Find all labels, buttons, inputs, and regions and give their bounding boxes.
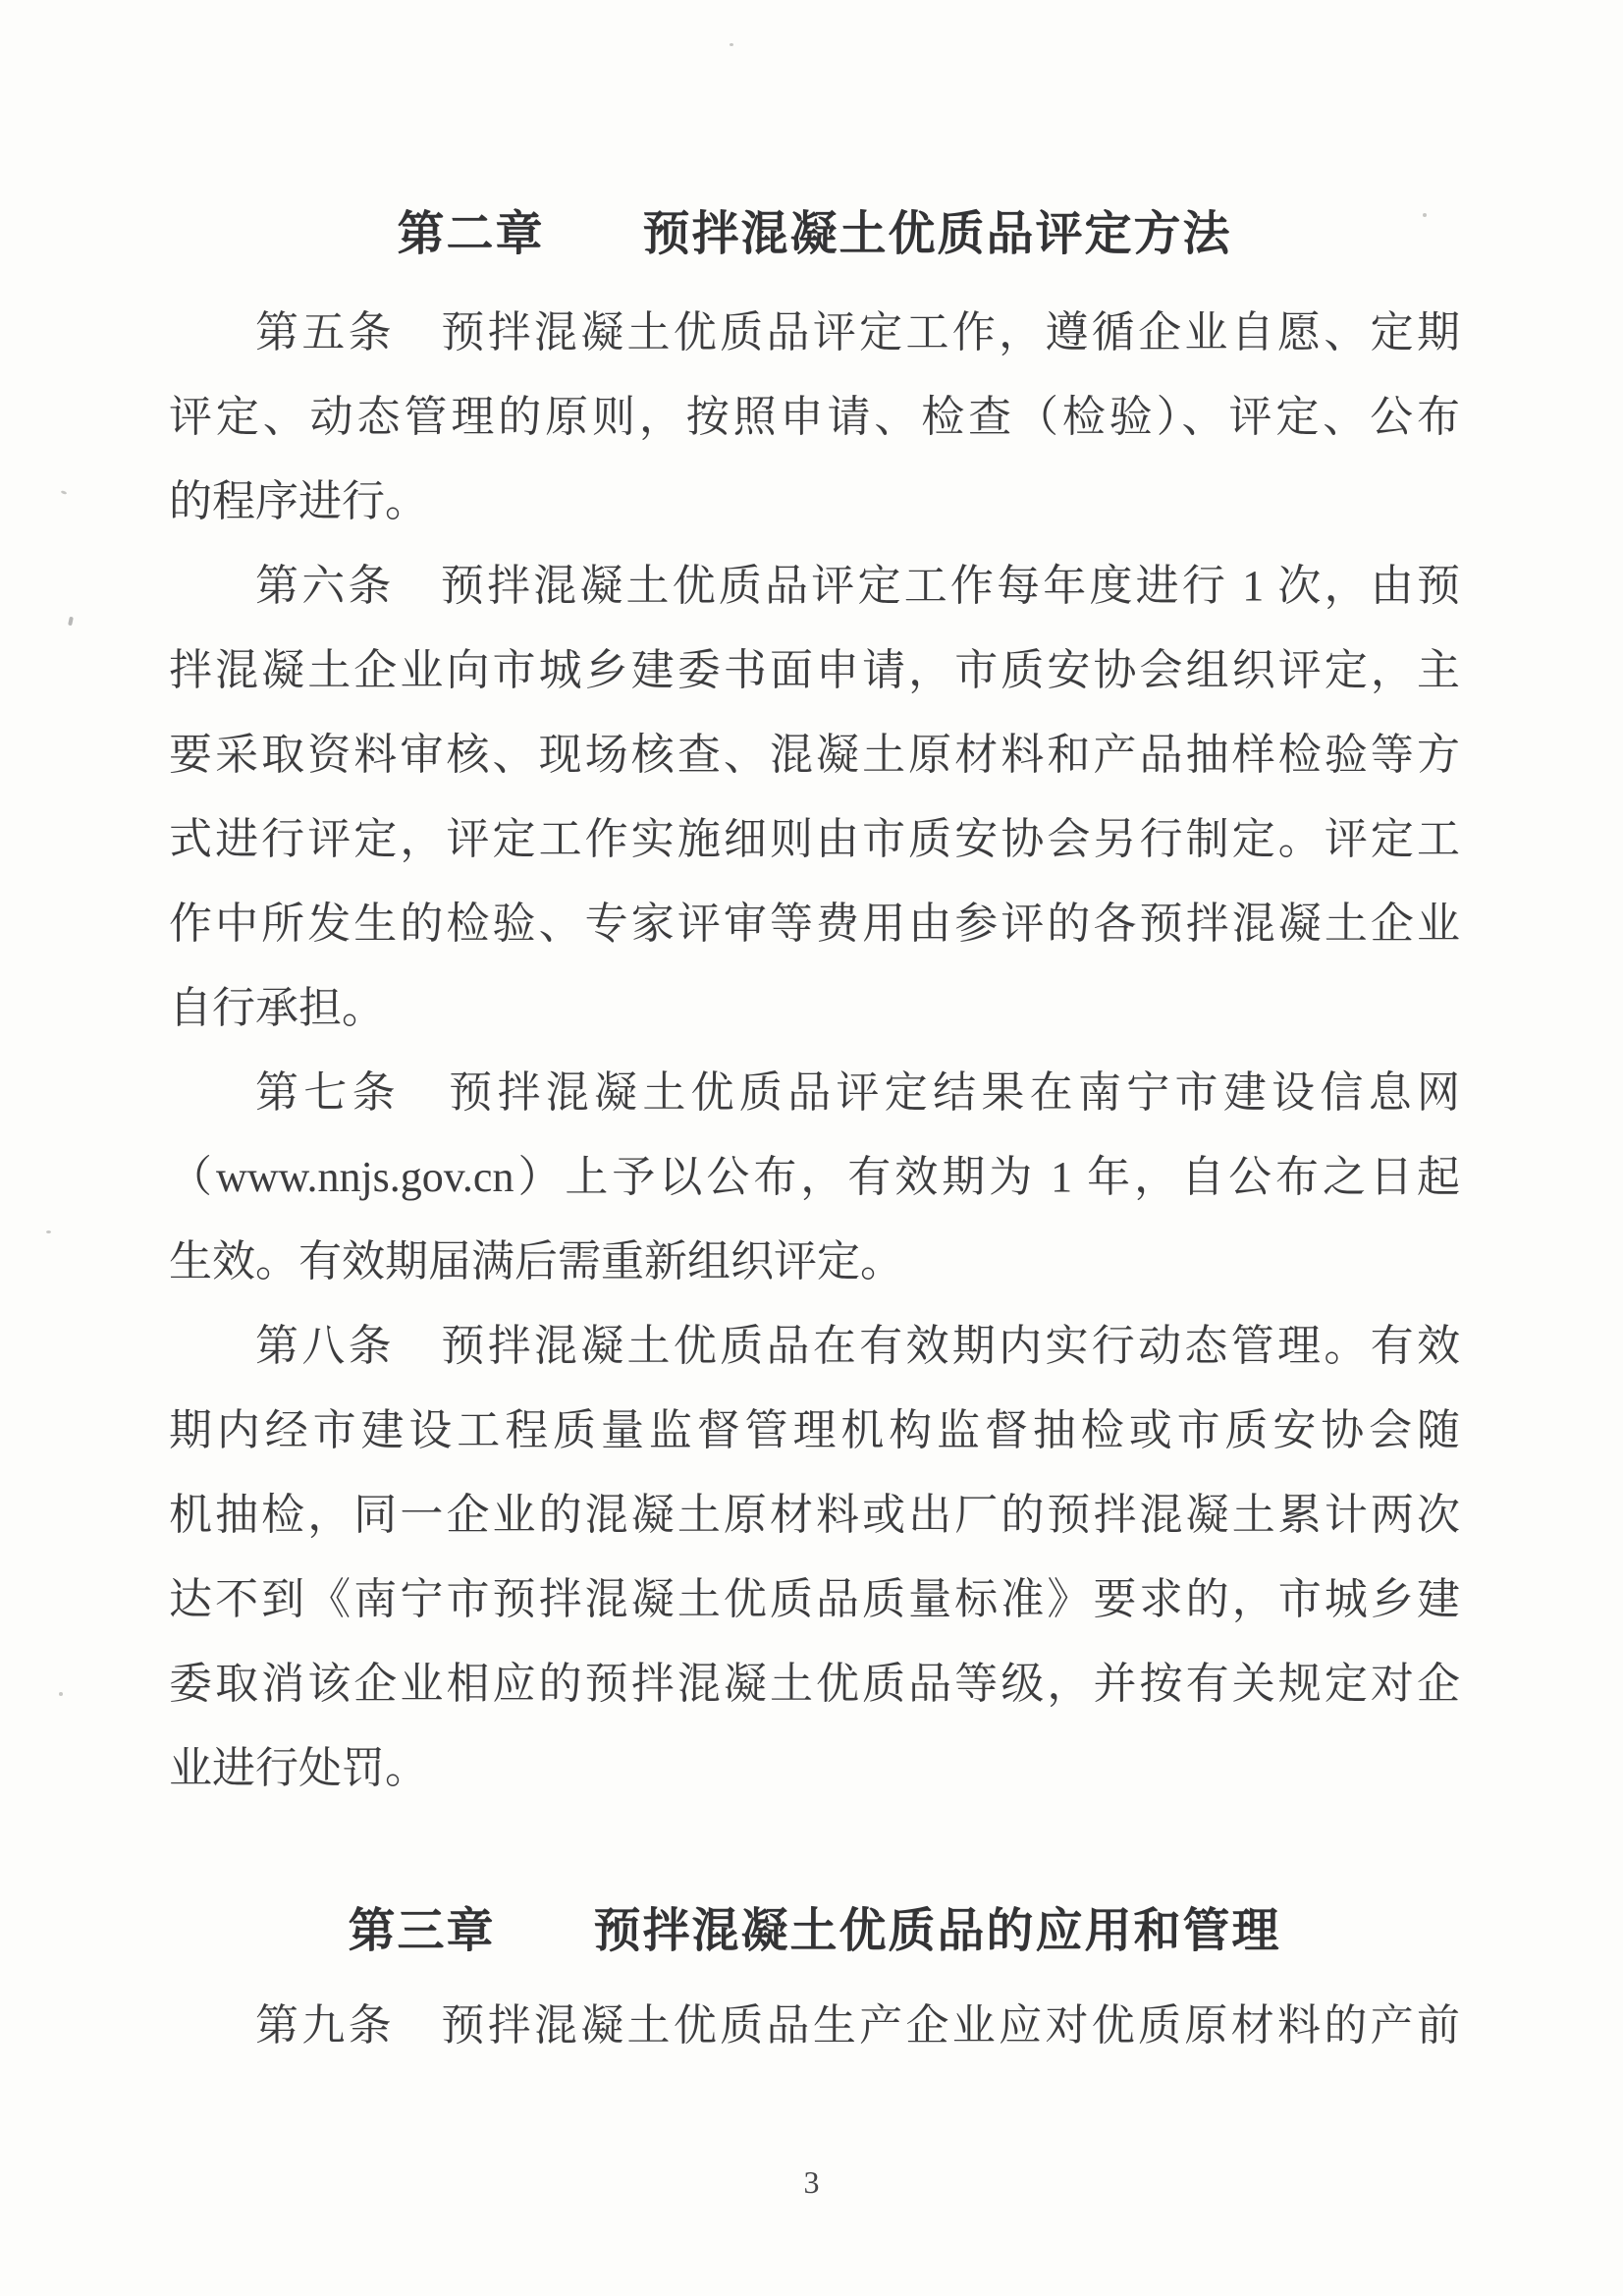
text-line: 第七条 预拌混凝土优质品评定结果在南宁市建设信息网 <box>255 1068 1460 1117</box>
text-line: 第五条 预拌混凝土优质品评定工作，遵循企业自愿、定期 <box>255 308 1460 356</box>
text-line: （www.nnjs.gov.cn）上予以公布，有效期为 1 年，自公布之日起 <box>169 1153 1460 1201</box>
text-line: 生效。有效期届满后需重新组织评定。 <box>169 1237 903 1285</box>
text-line: 评定、动态管理的原则，按照申请、检查（检验）、评定、公布 <box>169 393 1460 441</box>
chapter-3-heading: 第三章 预拌混凝土优质品的应用和管理 <box>348 1905 1281 1957</box>
text-line: 自行承担。 <box>169 984 385 1032</box>
article-9-paragraph <box>169 1984 1460 2068</box>
text-line: 第九条 预拌混凝土优质品生产企业应对优质原材料的产前 <box>255 2001 1460 2050</box>
text-line: 作中所发生的检验、专家评审等费用由参评的各预拌混凝土企业 <box>169 900 1460 948</box>
chapter-2-heading: 第二章 预拌混凝土优质品评定方法 <box>397 208 1232 260</box>
article-8-paragraph <box>169 1304 1460 1811</box>
text-line: 委取消该企业相应的预拌混凝土优质品等级，并按有关规定对企 <box>169 1660 1460 1708</box>
article-7-paragraph <box>169 1051 1460 1304</box>
text-line: 机抽检，同一企业的混凝土原材料或出厂的预拌混凝土累计两次 <box>169 1491 1460 1539</box>
article-5-paragraph <box>169 291 1460 544</box>
text-line: 拌混凝土企业向市城乡建委书面申请，市质安协会组织评定，主 <box>169 646 1460 694</box>
text-line: 第八条 预拌混凝土优质品在有效期内实行动态管理。有效 <box>255 1322 1460 1370</box>
text-line: 式进行评定，评定工作实施细则由市质安协会另行制定。评定工 <box>169 815 1460 863</box>
text-line: 要采取资料审核、现场核查、混凝土原材料和产品抽样检验等方 <box>169 731 1460 779</box>
text-line: 期内经市建设工程质量监督管理机构监督抽检或市质安协会随 <box>169 1406 1460 1454</box>
text-line: 的程序进行。 <box>169 477 428 525</box>
text-line: 第六条 预拌混凝土优质品评定工作每年度进行 1 次，由预 <box>255 562 1460 610</box>
article-6-paragraph <box>169 544 1460 1051</box>
page-number: 3 <box>803 2164 820 2200</box>
text-line: 达不到《南宁市预拌混凝土优质品质量标准》要求的，市城乡建 <box>169 1575 1460 1623</box>
text-line: 业进行处罚。 <box>169 1744 428 1792</box>
